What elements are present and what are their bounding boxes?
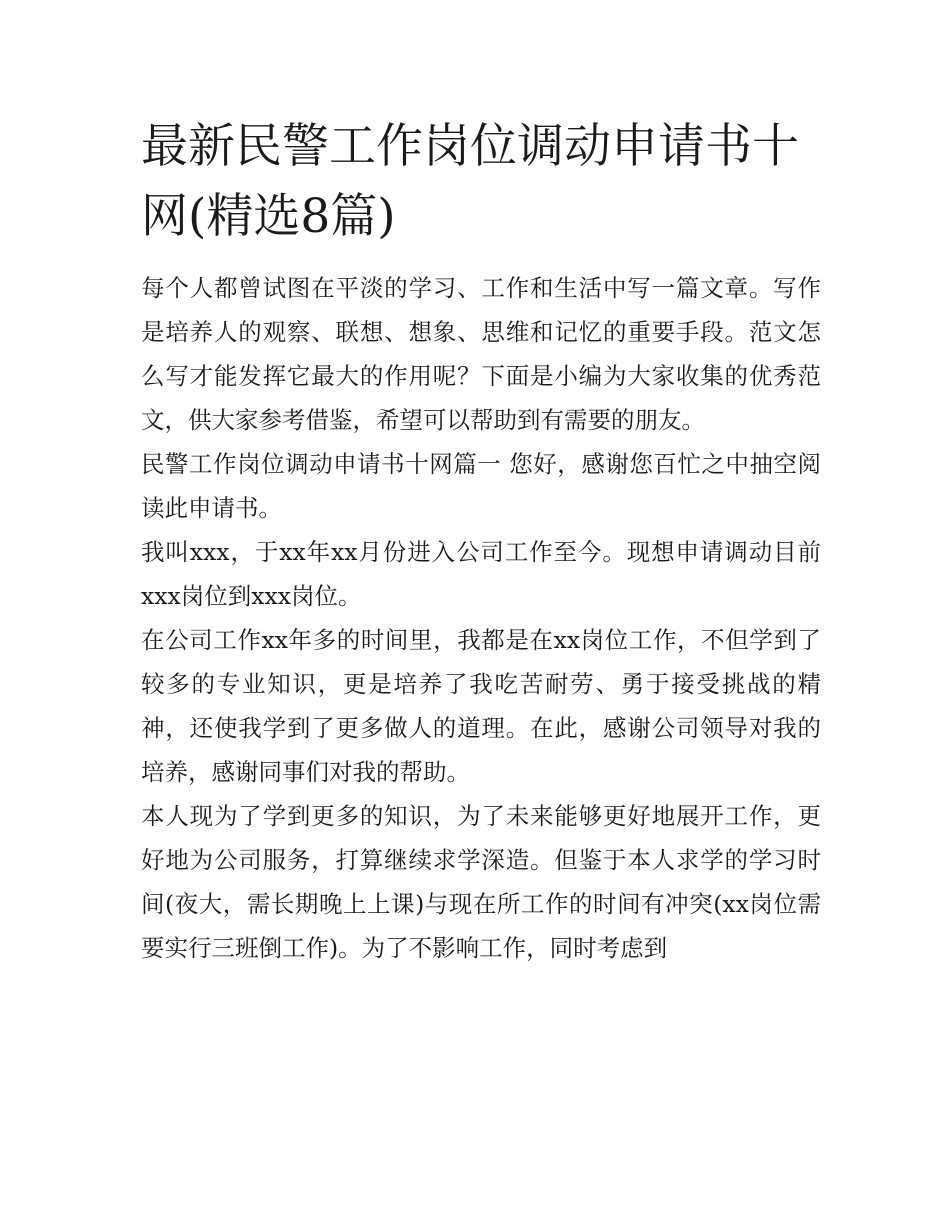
section-one-opening: 民警工作岗位调动申请书十网篇一 您好，感谢您百忙之中抽空阅读此申请书。 — [141, 450, 821, 522]
work-experience-paragraph: 在公司工作xx年多的时间里，我都是在xx岗位工作，不但学到了较多的专业知识，更是培养了我吃苦耐劳、勇于接受挑战的精神，还使我学到了更多做人的道理。在此，感谢公司领导对我的培养，感谢同事们对我的帮助。 — [141, 626, 821, 786]
document-title: 最新民警工作岗位调动申请书十网(精选8篇) — [141, 119, 799, 244]
document-body — [141, 112, 821, 970]
self-introduction-paragraph: 我叫xxx，于xx年xx月份进入公司工作至今。现想申请调动目前xxx岗位到xxx岗位。 — [141, 538, 821, 610]
intro-paragraph: 每个人都曾试图在平淡的学习、工作和生活中写一篇文章。写作是培养人的观察、联想、想象、思维和记忆的重要手段。范文怎么写才能发挥它最大的作用呢？下面是小编为大家收集的优秀范文，供大家参考借鉴，希望可以帮助到有需要的朋友。 — [141, 274, 821, 434]
reason-paragraph: 本人现为了学到更多的知识，为了未来能够更好地展开工作，更好地为公司服务，打算继续求学深造。但鉴于本人求学的学习时间(夜大，需长期晚上上课)与现在所工作的时间有冲突(xx岗位需要实行三班倒工作)。为了不影响工作，同时考虑到 — [141, 802, 821, 962]
